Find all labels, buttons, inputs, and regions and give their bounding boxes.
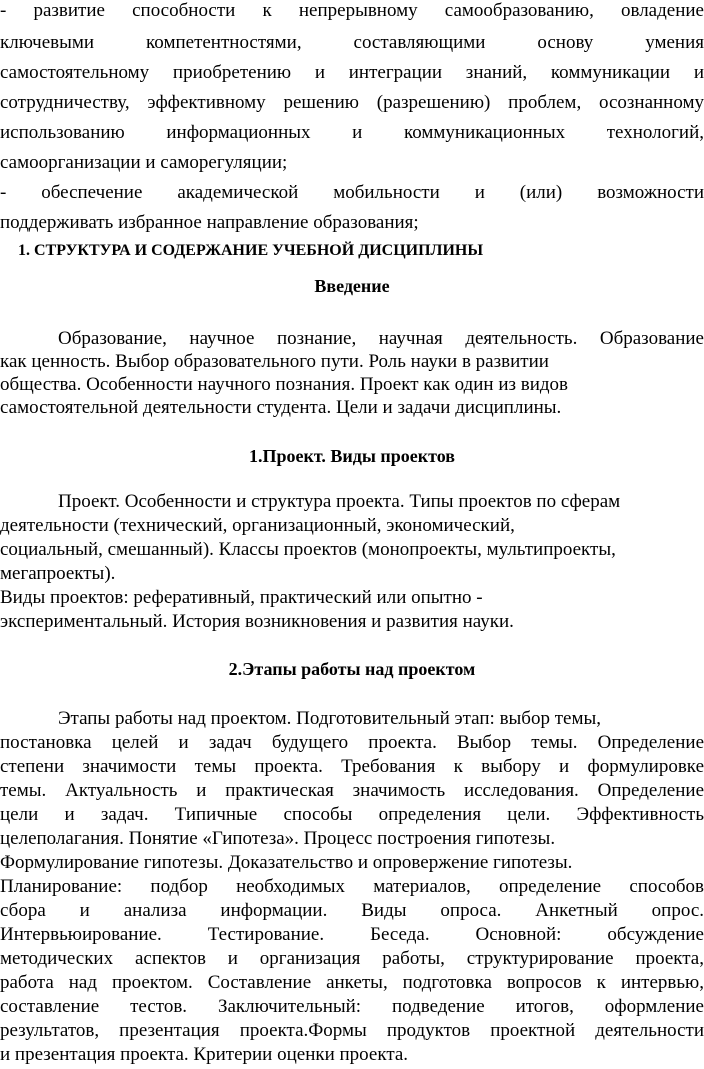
text-line: экспериментальный. История возникновения и развития науки. bbox=[0, 611, 514, 632]
text-line: Планирование: подбор необходимых материалов, определение способов bbox=[0, 876, 704, 897]
section2-title: 2.Этапы работы над проектом bbox=[228, 659, 476, 679]
text-line: постановка целей и задач будущего проекта. Выбор темы. Определение bbox=[0, 732, 704, 753]
text-line: как ценность. Выбор образовательного пути. Роль науки в развитии bbox=[0, 351, 549, 372]
text-line: результатов, презентация проекта.Формы продуктов проектной деятельности bbox=[0, 1020, 704, 1041]
structure-heading: 1. СТРУКТУРА И СОДЕРЖАНИЕ УЧЕБНОЙ ДИСЦИПЛИНЫ bbox=[18, 242, 484, 259]
text-line: использованию информационных и коммуникационных технологий, bbox=[0, 122, 704, 143]
text-line: степени значимости темы проекта. Требования к выбору и формулировке bbox=[0, 756, 704, 777]
text-line: деятельности (технический, организационный, экономический, bbox=[0, 515, 515, 536]
intro-title: Введение bbox=[314, 276, 390, 296]
text-line: самостоятельному приобретению и интеграции знаний, коммуникации и bbox=[0, 62, 704, 83]
text-line: - обеспечение академической мобильности и (или) возможности bbox=[0, 182, 704, 203]
text-line: самостоятельной деятельности студента. Цели и задачи дисциплины. bbox=[0, 397, 562, 418]
text-line: Формулирование гипотезы. Доказательство и опровержение гипотезы. bbox=[0, 852, 573, 873]
text-line: работа над проектом. Составление анкеты, подготовка вопросов к интервью, bbox=[0, 972, 704, 993]
text-line: мегапроекты). bbox=[0, 563, 116, 584]
text-line: поддерживать избранное направление образования; bbox=[0, 212, 419, 233]
text-line: - развитие способности к непрерывному самообразованию, овладение bbox=[0, 0, 704, 21]
text-line: Этапы работы над проектом. Подготовительный этап: выбор темы, bbox=[58, 708, 601, 729]
text-line: Виды проектов: реферативный, практический или опытно - bbox=[0, 587, 483, 608]
text-line: и презентация проекта. Критерии оценки проекта. bbox=[0, 1044, 409, 1065]
text-line: темы. Актуальность и практическая значимость исследования. Определение bbox=[0, 780, 704, 801]
text-line: социальный, смешанный). Классы проектов (монопроекты, мультипроекты, bbox=[0, 539, 616, 560]
text-line: ключевыми компетентностями, составляющими основу умения bbox=[0, 32, 704, 53]
text-line: сбора и анализа информации. Виды опроса. Анкетный опрос. bbox=[0, 900, 704, 921]
text-line: Проект. Особенности и структура проекта. Типы проектов по сферам bbox=[58, 491, 621, 512]
text-line: методических аспектов и организация работы, структурирование проекта, bbox=[0, 948, 704, 969]
text-line: сотрудничеству, эффективному решению (разрешению) проблем, осознанному bbox=[0, 92, 704, 113]
text-line: составление тестов. Заключительный: подведение итогов, оформление bbox=[0, 996, 704, 1017]
text-line: Образование, научное познание, научная деятельность. Образование bbox=[58, 328, 704, 349]
section1-title: 1.Проект. Виды проектов bbox=[248, 446, 455, 466]
text-line: Интервьюирование. Тестирование. Беседа. Основной: обсуждение bbox=[0, 924, 704, 945]
text-line: целеполагания. Понятие «Гипотеза». Процесс построения гипотезы. bbox=[0, 828, 556, 849]
text-line: самоорганизации и саморегуляции; bbox=[0, 152, 288, 173]
text-line: цели и задач. Типичные способы определения цели. Эффективность bbox=[0, 804, 704, 825]
text-line: общества. Особенности научного познания. Проект как один из видов bbox=[0, 374, 569, 395]
